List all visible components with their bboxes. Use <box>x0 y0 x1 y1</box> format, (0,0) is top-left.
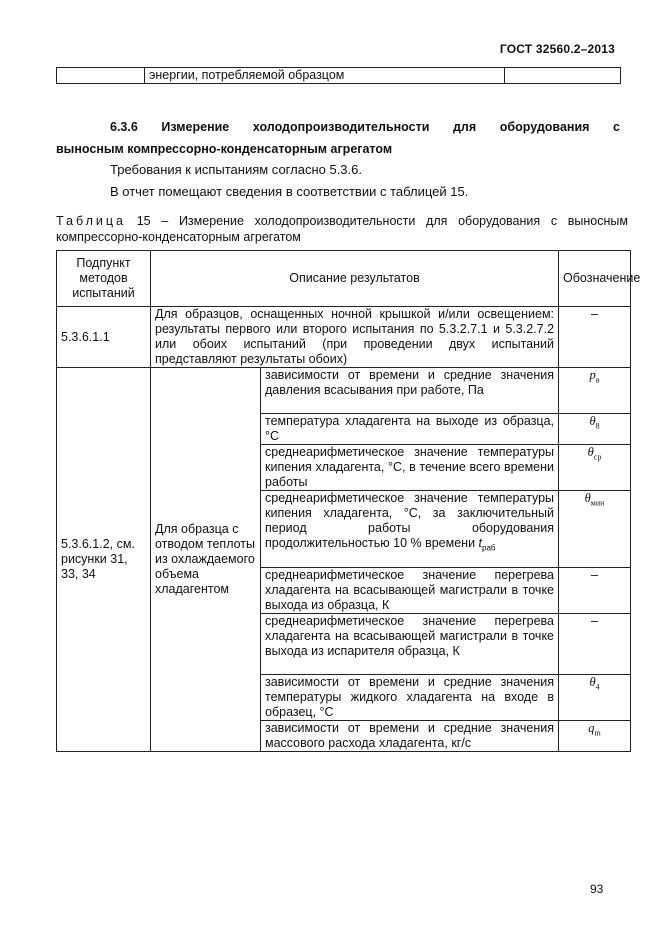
continuation-cell-3 <box>505 68 621 84</box>
symbol-letter: q <box>588 721 595 735</box>
symbol-cell <box>559 721 631 752</box>
heading-word: холодопроизводительности <box>252 120 430 134</box>
symbol-cell <box>559 675 631 721</box>
header-description: Описание результатов <box>151 251 559 307</box>
document-header: ГОСТ 32560.2–2013 <box>499 42 615 56</box>
table-caption-text: 15 – Измерение холодопроизводительности для оборудования с выносным компрессорно-конденсаторным агрегатом <box>56 214 628 244</box>
symbol-letter: θ <box>584 491 591 505</box>
symbol-subscript: ср <box>593 452 602 462</box>
paragraph-report: В отчет помещают сведения в соответствии с таблицей 15. <box>110 184 469 199</box>
continuation-cell-2: энергии, потребляемой образцом <box>145 68 505 84</box>
heading-word: оборудования <box>499 120 590 134</box>
group-row-description: среднеарифметическое значение перегрева хладагента на всасывающей магистрали в точке выхода из образца, К <box>261 568 559 614</box>
heading-word: с <box>613 120 620 134</box>
section-heading-line2: выносным компрессорно-конденсаторным агрегатом <box>56 142 393 156</box>
symbol-letter: p <box>589 368 596 382</box>
table-caption-label: Таблица <box>56 214 127 228</box>
results-table <box>56 250 641 752</box>
continuation-table <box>56 67 621 84</box>
symbol-subscript: мин <box>590 498 605 508</box>
symbol-subscript: в <box>595 375 600 385</box>
page-number: 93 <box>590 882 604 896</box>
symbol-cell: – <box>559 614 631 675</box>
time-variable: t <box>478 536 483 550</box>
row1-symbol: – <box>559 307 631 368</box>
symbol-cell: – <box>559 568 631 614</box>
row-text: среднеарифметическое значение температуры кипения хладагента, °С, за заключительный период работы оборудования продолжительностью 10 % времени <box>265 491 555 550</box>
group-row-description: зависимости от времени и средние значения давления всасывания при работе, Па <box>261 368 559 414</box>
header-subclause: Подпункт методов испытаний <box>57 251 151 307</box>
symbol-cell <box>559 491 631 568</box>
row1-subclause: 5.3.6.1.1 <box>57 307 151 368</box>
group-row-description <box>261 491 559 568</box>
header-symbol: Обозначение <box>559 251 631 307</box>
group-row-description: среднеарифметическое значение перегрева хладагента на всасывающей магистрали в точке выхода из испарителя образца, К <box>261 614 559 675</box>
section-heading-line1 <box>56 116 620 138</box>
symbol-letter: θ <box>587 445 594 459</box>
group-subclause: 5.3.6.1.2, см. рисунки 31, 33, 34 <box>57 368 151 752</box>
table-caption <box>56 213 628 245</box>
paragraph-requirements: Требования к испытаниям согласно 5.3.6. <box>110 162 362 177</box>
symbol-letter: θ <box>589 414 596 428</box>
symbol-subscript: 8 <box>595 421 600 431</box>
symbol-cell <box>559 414 631 445</box>
symbol-subscript: 4 <box>595 682 600 692</box>
symbol-letter: θ <box>589 675 596 689</box>
heading-word: Измерение <box>161 120 230 134</box>
group-row-description: среднеарифметическое значение температуры кипения хладагента, °С, в течение всего времени работы <box>261 445 559 491</box>
heading-word: для <box>453 120 477 134</box>
symbol-subscript: m <box>594 728 601 738</box>
group-category: Для образца с отводом теплоты из охлаждаемого объема хладагентом <box>151 368 261 752</box>
symbol-cell <box>559 368 631 414</box>
section-number: 6.3.6 <box>110 120 138 134</box>
symbol-cell <box>559 445 631 491</box>
section-heading <box>56 116 620 160</box>
group-row-description: зависимости от времени и средние значения массового расхода хладагента, кг/с <box>261 721 559 752</box>
group-row-description: зависимости от времени и средние значения температуры жидкого хладагента на входе в образец, °С <box>261 675 559 721</box>
group-row-description: температура хладагента на выходе из образца, °С <box>261 414 559 445</box>
row1-description: Для образцов, оснащенных ночной крышкой и/или освещением: результаты первого или второго испытания по 5.3.2.7.1 и 5.3.2.7.2 или обоих испытаний (при проведении двух испытаний представляют результаты обоих) <box>151 307 559 368</box>
continuation-cell-1 <box>57 68 145 84</box>
time-variable-subscript: раб <box>482 543 496 553</box>
